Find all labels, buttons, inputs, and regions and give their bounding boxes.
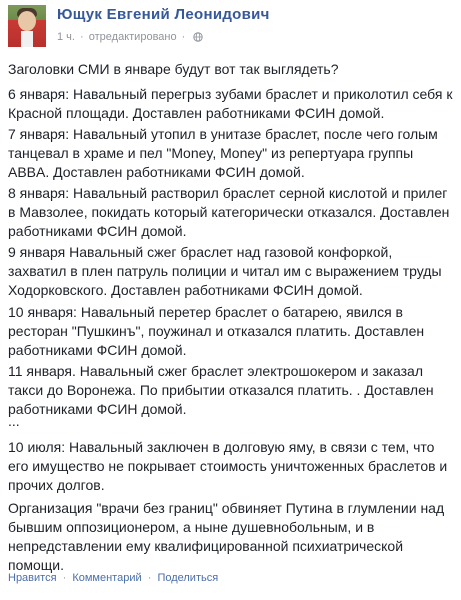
post-header: [8, 5, 453, 55]
action-separator: ·: [147, 572, 152, 585]
meta-separator: ·: [181, 31, 186, 44]
post-paragraph: 10 июля: Навальный заключен в долговую яму, в связи с тем, что его имущество не покрывает стоимость уничтоженных браслетов и прочих долгов.: [8, 439, 448, 493]
share-link[interactable]: Поделиться: [157, 572, 219, 585]
post-paragraph: 11 января. Навальный сжег браслет электрошокером и заказал такси до Воронежа. По прибытии отказался платить. . Доставлен работниками ФСИН домой.: [8, 363, 434, 417]
author-avatar[interactable]: [8, 5, 46, 47]
post-paragraph: ...: [8, 413, 20, 429]
author-name[interactable]: Ющук Евгений Леонидович: [57, 6, 270, 23]
post-actions: [8, 572, 453, 584]
post-paragraph: 6 января: Навальный перегрыз зубами браслет и приколотил себя к Красной площади. Доставлен работниками ФСИН домой.: [8, 86, 453, 121]
globe-icon[interactable]: [193, 32, 203, 42]
like-link[interactable]: Нравится: [8, 572, 57, 585]
post-time[interactable]: 1 ч.: [57, 31, 75, 44]
post-paragraph: Организация "врачи без границ" обвиняет Путина в глумлении над бывшим оппозиционером, а ныне душевнобольным, и в непредставлении ему квалифицированной психиатрической помощи.: [8, 500, 445, 573]
edited-label[interactable]: отредактировано: [88, 31, 177, 44]
post-paragraph: 8 января: Навальный растворил браслет серной кислотой и прилег в Мавзолее, покидать который категорически отказался. Доставлен работниками ФСИН домой.: [8, 185, 450, 239]
post-paragraph: 10 января: Навальный перетер браслет о батарею, явился в ресторан "Пушкинъ", поужинал и отказался платить. Доставлен работниками ФСИН домой.: [8, 304, 425, 358]
comment-link[interactable]: Комментарий: [72, 572, 142, 585]
post-meta: [57, 31, 203, 43]
action-separator: ·: [62, 572, 67, 585]
post-paragraph: 7 января: Навальный утопил в унитазе браслет, после чего голым танцевал в храме и пел "Money, Money" из репертуара группы ABBA. Доставлен работниками ФСИН домой.: [8, 126, 438, 180]
avatar-face: [18, 11, 36, 31]
meta-separator: ·: [80, 31, 84, 44]
avatar-collar: [21, 31, 33, 47]
post-paragraph: Заголовки СМИ в январе будут вот так выглядеть?: [8, 61, 339, 77]
post-paragraph: 9 января Навальный сжег браслет над газовой конфоркой, захватил в плен патруль полиции и читал им с выражением труды Ходорковского. Доставлен работниками ФСИН домой.: [8, 244, 442, 298]
